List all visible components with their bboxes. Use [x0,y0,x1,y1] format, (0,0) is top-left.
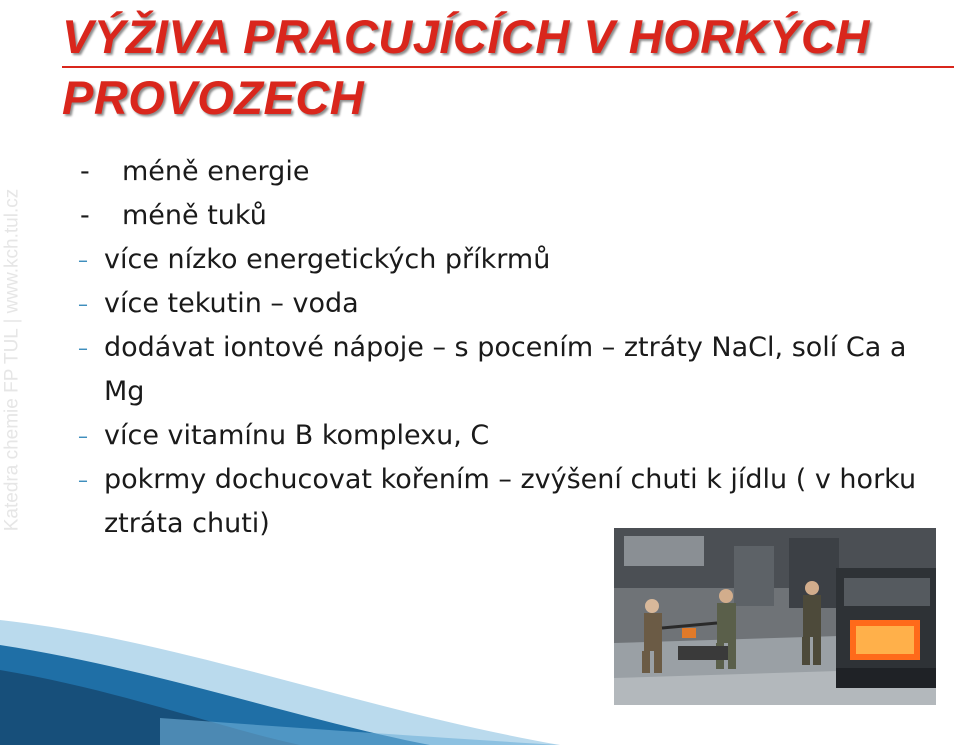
list-item-text: pokrmy dochucovat kořením – zvýšení chuti k jídlu ( v horku ztráta chuti) [104,464,917,539]
list-item [70,326,955,414]
decorative-swoosh [0,600,960,745]
bullet-marker: – [78,292,88,316]
bullet-list [70,150,955,546]
list-item [70,238,955,282]
slide-title-line-2: PROVOZECH [62,71,365,124]
slide-title-line-1: VÝŽIVA PRACUJÍCÍCH V HORKÝCH [62,10,870,63]
list-item [70,414,955,458]
list-item-text: více vitamínu B komplexu, C [104,420,490,451]
list-item [70,150,955,194]
watermark-text: Katedra chemie FP TUL | www.kch.tul.cz [1,188,22,532]
bullet-marker: – [78,468,88,492]
list-item-text: dodávat iontové nápoje – s pocením – ztráty NaCl, solí Ca a Mg [104,332,907,407]
bullet-marker: - [80,156,90,187]
list-item-text: více tekutin – voda [104,288,359,319]
list-item [70,194,955,238]
list-item-text: méně tuků [122,200,267,231]
list-item-text: více nízko energetických příkrmů [104,244,551,275]
list-item [70,282,955,326]
title-underline [62,66,954,68]
bullet-marker: – [78,424,88,448]
list-item-text: méně energie [122,156,310,187]
vertical-watermark [0,165,24,555]
bullet-marker: – [78,248,88,272]
bullet-marker: – [78,336,88,360]
bullet-marker: - [80,200,90,231]
